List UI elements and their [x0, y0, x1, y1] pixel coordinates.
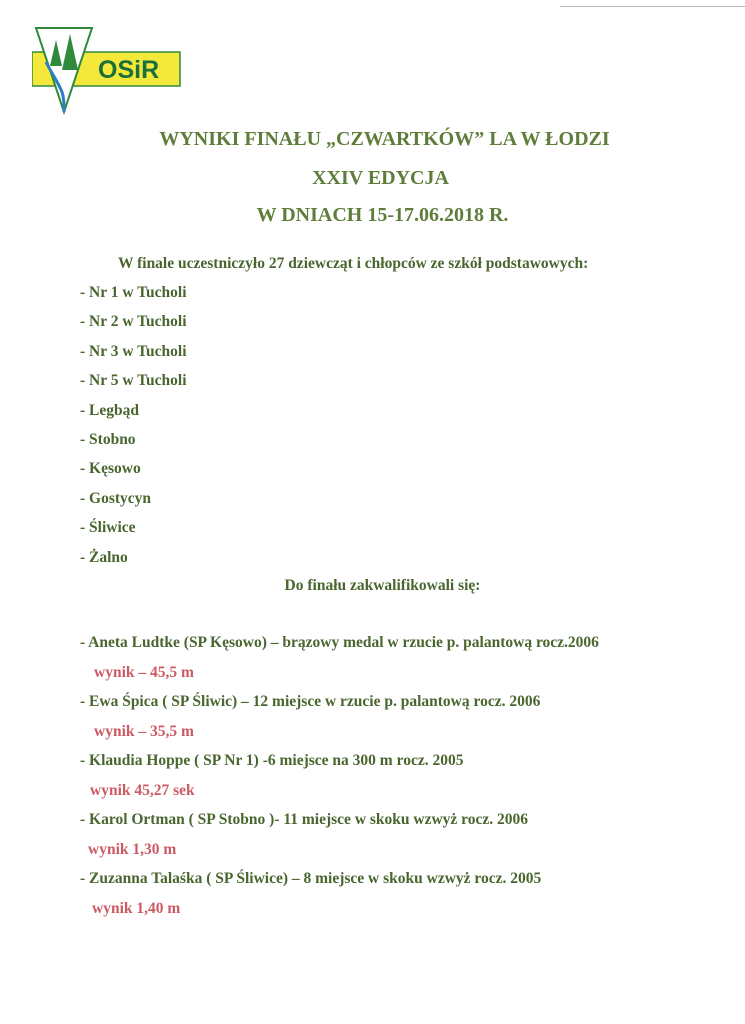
school-list [80, 284, 187, 578]
entry-result: wynik 1,40 m [92, 900, 181, 917]
qualified-entry [80, 811, 720, 870]
school-item: - Nr 2 w Tucholi [80, 313, 187, 331]
entry-result: wynik 1,30 m [88, 841, 177, 858]
qualified-entry [80, 693, 720, 752]
entry-description: - Ewa Śpica ( SP Śliwic) – 12 miejsce w rzucie p. palantową rocz. 2006 [80, 693, 541, 710]
qualified-list [80, 634, 720, 929]
entry-description: - Aneta Ludtke (SP Kęsowo) – brązowy medal w rzucie p. palantową rocz.2006 [80, 634, 599, 651]
title-line-2: XXIV EDYCJA [312, 167, 449, 189]
title-line-1: WYNIKI FINAŁU „CZWARTKÓW” LA W ŁODZI [159, 128, 610, 150]
qualified-entry [80, 870, 720, 929]
entry-result: wynik – 35,5 m [94, 723, 194, 740]
entry-description: - Klaudia Hoppe ( SP Nr 1) -6 miejsce na 300 m rocz. 2005 [80, 752, 464, 769]
entry-result: wynik – 45,5 m [94, 664, 194, 681]
logo-text: OSiR [98, 56, 160, 84]
osir-logo-graphic [32, 26, 182, 118]
entry-description: - Zuzanna Talaśka ( SP Śliwice) – 8 miejsce w skoku wzwyż rocz. 2005 [80, 870, 542, 887]
school-item: - Nr 1 w Tucholi [80, 284, 187, 301]
entry-result: wynik 45,27 sek [90, 782, 195, 799]
entry-description: - Karol Ortman ( SP Stobno )- 11 miejsce w skoku wzwyż rocz. 2006 [80, 811, 529, 828]
scan-border-line [560, 6, 745, 7]
intro-text: W finale uczestniczyło 27 dziewcząt i chłopców ze szkół podstawowych: [118, 255, 589, 272]
title-line-3: W DNIACH 15-17.06.2018 R. [256, 204, 509, 226]
school-item: - Nr 5 w Tucholi [80, 372, 187, 390]
school-item: - Nr 3 w Tucholi [80, 342, 187, 360]
qualified-entry [80, 752, 720, 811]
school-item: - Legbąd [80, 401, 139, 419]
school-item: - Stobno [80, 430, 136, 448]
school-item: - Kęsowo [80, 460, 141, 478]
school-item: - Gostycyn [80, 489, 152, 507]
qualified-entry [80, 634, 720, 693]
osir-logo [32, 26, 182, 118]
school-item: - Śliwice [80, 519, 136, 537]
qualified-heading: Do finału zakwalifikowali się: [284, 577, 481, 594]
school-item: - Żalno [80, 548, 128, 566]
